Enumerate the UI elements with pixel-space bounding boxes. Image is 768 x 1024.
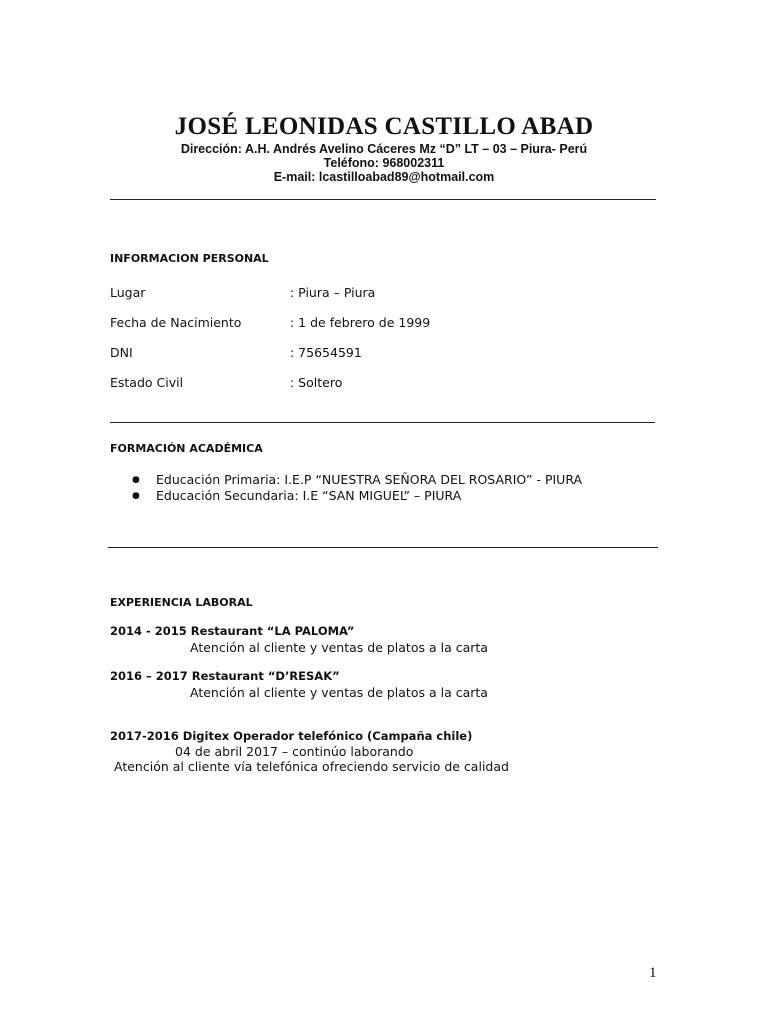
page-number: 1	[649, 965, 657, 981]
phone-line: Teléfono: 968002311	[323, 156, 445, 170]
address-line: Dirección: A.H. Andrés Avelino Cáceres Mz “D” LT – 03 – Piura- Perú	[180, 142, 588, 156]
education-item-primary: Educación Primaria: I.E.P “NUESTRA SEÑORA DEL ROSARIO” - PIURA	[156, 472, 583, 487]
personal-divider	[110, 422, 655, 423]
job-detail-la-paloma: Atención al cliente y ventas de platos a la carta	[190, 640, 488, 655]
bullet-icon: ●	[132, 491, 140, 501]
label-fecha-nacimiento: Fecha de Nacimiento	[110, 315, 242, 330]
job-dates-digitex: 04 de abril 2017 – continúo laborando	[175, 744, 414, 759]
job-title-la-paloma: 2014 - 2015 Restaurant “LA PALOMA”	[110, 624, 355, 638]
value-dni: : 75654591	[290, 345, 362, 360]
education-heading: FORMACIÓN ACADÉMICA	[110, 442, 263, 455]
value-fecha-nacimiento: : 1 de febrero de 1999	[290, 315, 431, 330]
header-divider	[110, 199, 656, 200]
bullet-icon: ●	[132, 475, 140, 485]
label-estado-civil: Estado Civil	[110, 375, 184, 390]
job-title-dresak: 2016 – 2017 Restaurant “D’RESAK”	[110, 669, 340, 683]
value-lugar: : Piura – Piura	[290, 285, 376, 300]
experience-heading: EXPERIENCIA LABORAL	[110, 596, 253, 609]
education-item-secondary: Educación Secundaria: I.E “SAN MIGUEL” – PIURA	[156, 488, 462, 503]
education-divider	[108, 547, 658, 548]
job-detail-digitex: Atención al cliente vía telefónica ofreciendo servicio de calidad	[114, 759, 509, 774]
candidate-name: JOSÉ LEONIDAS CASTILLO ABAD	[174, 113, 594, 140]
job-title-digitex: 2017-2016 Digitex Operador telefónico (Campaña chile)	[110, 729, 473, 743]
job-detail-dresak: Atención al cliente y ventas de platos a la carta	[190, 685, 488, 700]
email-line: E-mail: lcastilloabad89@hotmail.com	[273, 170, 495, 184]
personal-info-heading: INFORMACION PERSONAL	[110, 252, 269, 265]
label-dni: DNI	[110, 345, 133, 360]
value-estado-civil: : Soltero	[290, 375, 343, 390]
label-lugar: Lugar	[110, 285, 146, 300]
